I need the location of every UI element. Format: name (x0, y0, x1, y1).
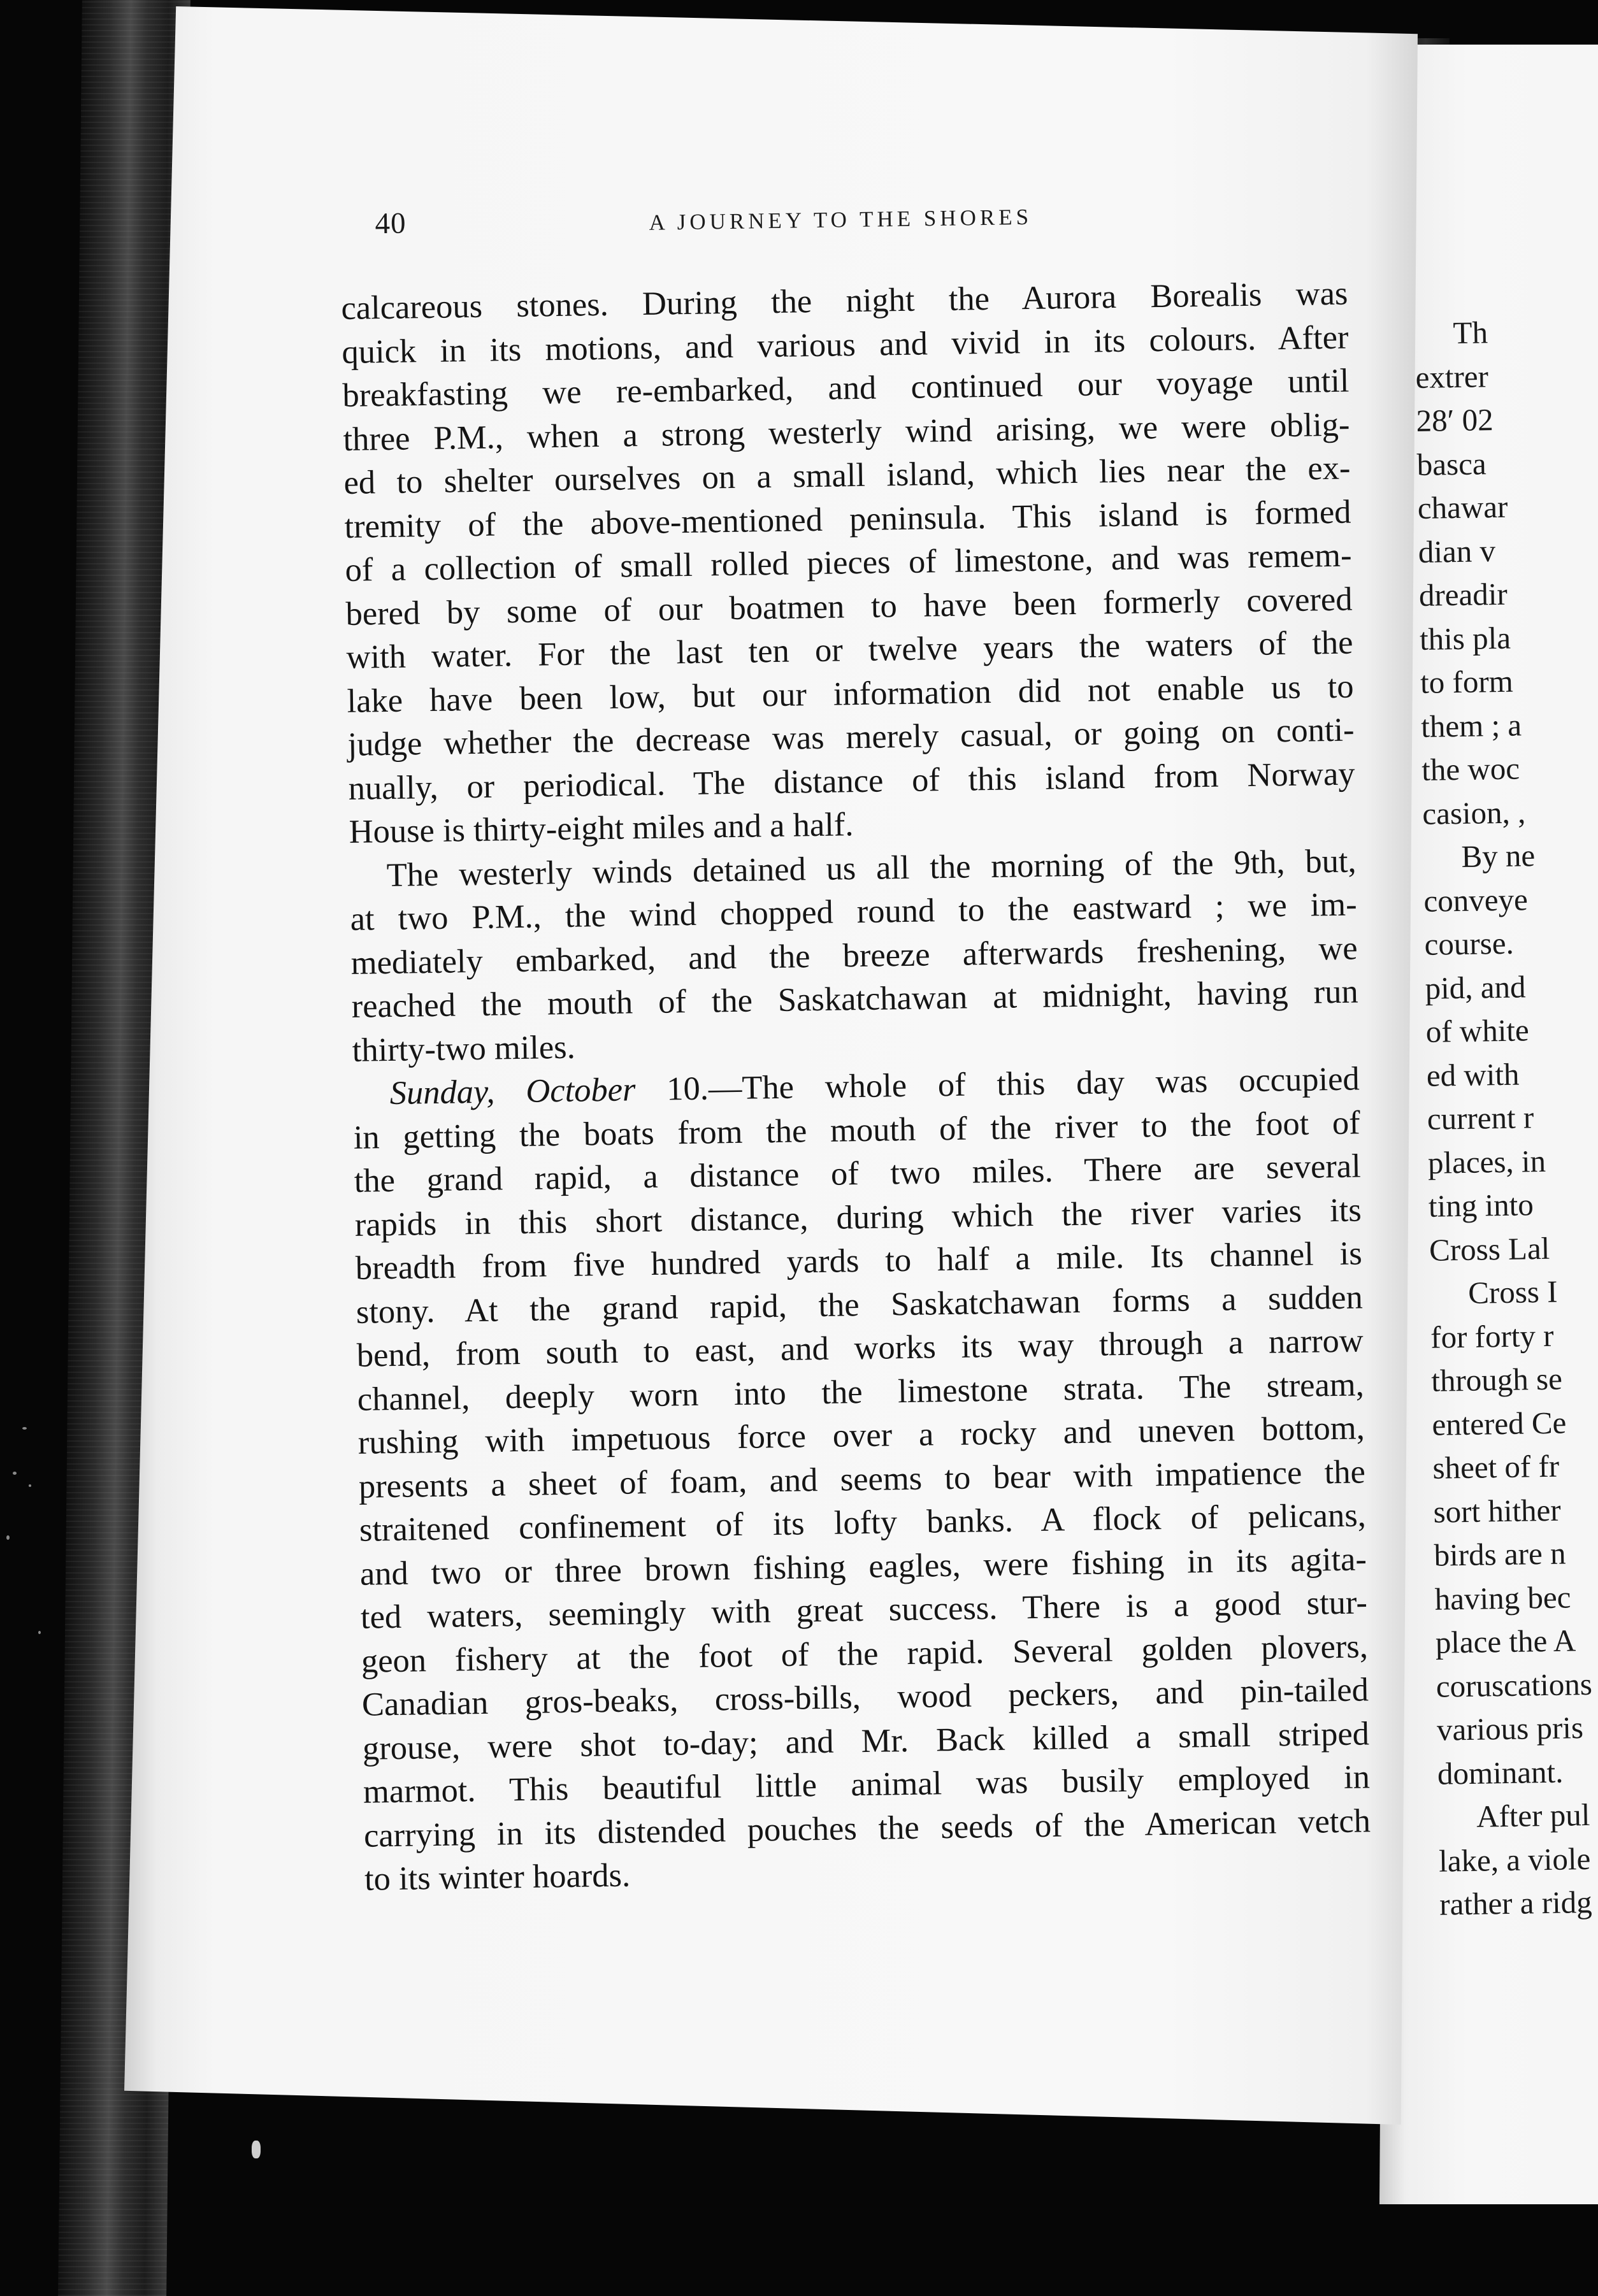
text-line: The westerly winds detained us all the morning of the 9th, but, (386, 842, 1357, 894)
text-line: breadth from five hundred yards to half a mile. Its channel is (355, 1235, 1363, 1287)
facing-page-line: dominant. (1437, 1754, 1564, 1791)
text-line: with water. For the last ten or twelve years the waters of the (346, 624, 1353, 676)
text-line: at two P.M., the wind chopped round to the eastward ; we im- (350, 886, 1357, 938)
facing-page-line: Th (1453, 315, 1488, 351)
text-line: grouse, were shot to-day; and Mr. Back killed a small striped (362, 1714, 1370, 1767)
facing-page-line: the woc (1421, 750, 1520, 787)
text-line: rapids in this short distance, during which the river varies its (354, 1191, 1362, 1244)
facing-page-line: Cross I (1467, 1274, 1558, 1310)
facing-page-line: By ne (1460, 838, 1536, 874)
facing-page-line: basca (1416, 445, 1487, 482)
facing-page-line: 28′ 02 (1416, 402, 1494, 438)
paragraph (349, 839, 1359, 1072)
dust-speck (6, 1535, 10, 1540)
facing-page-line: casion, , (1422, 794, 1526, 831)
italic-date-lead: Sunday, October (389, 1071, 636, 1112)
facing-page-line: ed with (1426, 1056, 1520, 1093)
text-line: quick in its motions, and various and vivid in its colours. After (342, 319, 1349, 371)
facing-page-line: extrer (1415, 358, 1489, 395)
text-line: tremity of the above-mentioned peninsula. This island is formed (344, 493, 1351, 545)
text-line: channel, deeply worn into the limestone strata. The stream, (357, 1365, 1365, 1418)
text-line: of a collection of small rolled pieces of limestone, and was remem- (345, 536, 1352, 589)
facing-page-text (1414, 309, 1598, 1926)
text-line: three P.M., when a strong westerly wind arising, we were oblig- (343, 406, 1350, 458)
dust-speck (13, 1472, 17, 1475)
facing-page-line: ting into (1428, 1187, 1534, 1224)
text-line: marmot. This beautiful little animal was busily employed in (363, 1758, 1371, 1811)
facing-page-line: After pul (1476, 1797, 1590, 1834)
facing-page-line: conveye (1423, 881, 1529, 919)
facing-page-line: Cross Lal (1429, 1230, 1550, 1268)
text-line: lake have been low, but our information did not enable us to (347, 667, 1354, 720)
text-line: thirty-two miles. (352, 1028, 576, 1069)
dust-speck (38, 1631, 41, 1634)
facing-page-line: through se (1430, 1361, 1563, 1398)
facing-page-line: current r (1427, 1100, 1534, 1137)
text-line: geon fishery at the foot of the rapid. Several golden plovers, (361, 1627, 1369, 1680)
facing-page-line: chawar (1417, 489, 1508, 526)
text-line: presents a sheet of foam, and seems to bear with impatience the (358, 1453, 1366, 1505)
text-line: to its winter hoards. (364, 1856, 631, 1898)
text-line: bend, from south to east, and works its way through a narrow (356, 1322, 1364, 1374)
facing-page-line: rather a ridg (1439, 1884, 1593, 1922)
paragraph (352, 1057, 1371, 1901)
dust-speck (29, 1484, 31, 1487)
text-line: mediately embarked, and the breeze afterwards freshening, we (350, 929, 1358, 982)
running-head: A JOURNEY TO THE SHORES (649, 204, 1033, 235)
text-line: carrying in its distended pouches the seeds of the American vetch (363, 1802, 1371, 1855)
text-line: bered by some of our boatmen to have been formerly covered (345, 580, 1353, 633)
facing-page-line: them ; a (1420, 707, 1522, 744)
facing-page-line: to form (1420, 663, 1514, 700)
text-line: reached the mouth of the Saskatchawan at midnight, having run (351, 973, 1359, 1025)
text-line: in getting the boats from the mouth of the river to the foot of (353, 1103, 1361, 1156)
facing-page-line: this pla (1419, 620, 1511, 657)
facing-page-line: pid, and (1425, 968, 1526, 1006)
page-number: 40 (375, 206, 407, 241)
facing-page-line: dreadir (1418, 576, 1508, 613)
body-text (341, 272, 1371, 1902)
text-line: stony. At the grand rapid, the Saskatchawan forms a sudden (356, 1278, 1364, 1331)
paragraph (341, 272, 1356, 854)
text-line: ed to shelter ourselves on a small island, which lies near the ex- (343, 449, 1351, 501)
facing-page-line: place the A (1435, 1623, 1576, 1660)
facing-page-line: for forty r (1430, 1317, 1554, 1355)
facing-page-line: having bec (1434, 1579, 1571, 1617)
text-line: calcareous stones. During the night the Aurora Borealis was (341, 275, 1348, 327)
text-line: and two or three brown fishing eagles, were fishing in its agita- (359, 1540, 1367, 1593)
facing-page-line: coruscations (1436, 1666, 1593, 1704)
line-text: 10.—The whole of this day was occupied (635, 1060, 1360, 1109)
facing-page-line: entered Ce (1431, 1404, 1567, 1442)
facing-page-line: places, in (1427, 1143, 1546, 1180)
paper-tab-mark (252, 2141, 261, 2158)
facing-page-line: various pris (1436, 1710, 1584, 1747)
text-line: nually, or periodical. The distance of this island from Norway (348, 754, 1355, 807)
text-line: ted waters, seemingly with great success. There is a good stur- (360, 1584, 1368, 1636)
dust-speck (22, 1427, 27, 1430)
text-line: Canadian gros-beaks, cross-bills, wood peckers, and pin-tailed (361, 1671, 1369, 1723)
facing-page-line: sheet of fr (1432, 1448, 1560, 1486)
facing-page-line: lake, a viole (1438, 1840, 1591, 1879)
text-line: House is thirty-eight miles and a half. (349, 806, 854, 850)
text-line: rushing with impetuous force over a rocky and uneven bottom, (357, 1409, 1365, 1461)
facing-page-line: of white (1425, 1012, 1530, 1049)
page-text-column (341, 204, 1371, 1902)
text-line: breakfasting we re-embarked, and continued our voyage until (342, 362, 1350, 414)
text-line: the grand rapid, a distance of two miles. There are several (354, 1147, 1362, 1200)
facing-page-line: sort hither (1433, 1492, 1562, 1530)
text-line: judge whether the decrease was merely casual, or going on conti- (347, 711, 1355, 763)
facing-page-line: course. (1424, 925, 1515, 962)
facing-page-line: birds are n (1434, 1535, 1566, 1573)
facing-page-line: dian v (1418, 533, 1496, 570)
text-line: straitened confinement of its lofty banks. A flock of pelicans, (359, 1496, 1367, 1549)
